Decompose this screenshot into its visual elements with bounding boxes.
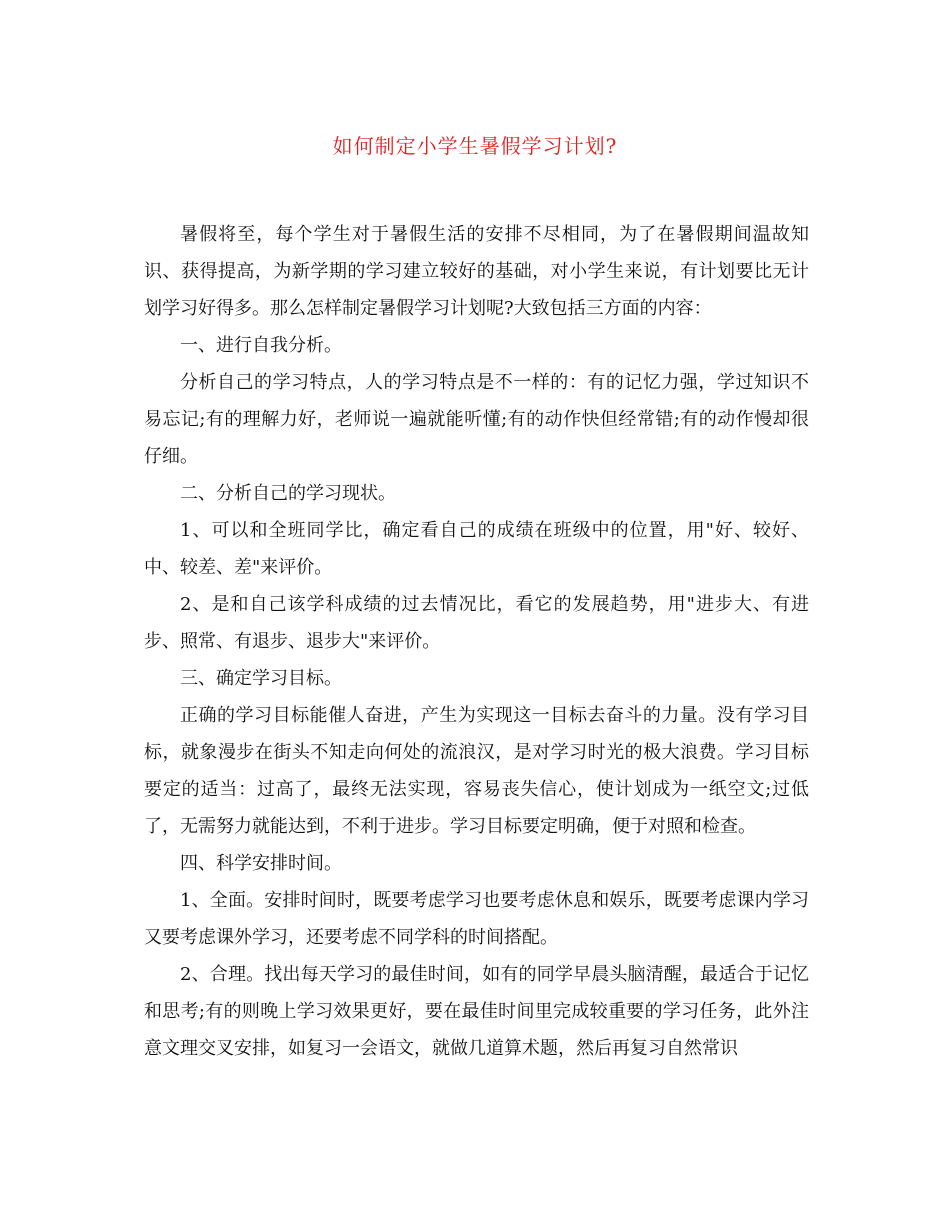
heading-self-analysis: 一、进行自我分析。 xyxy=(180,335,342,356)
heading-current-status: 二、分析自己的学习现状。 xyxy=(180,483,396,504)
paragraph-learning-traits: 分析自己的学习特点，人的学习特点是不一样的：有的记忆力强，学过知识不易忘记;有的理解力好，老师说一遍就能听懂;有的动作快但经常错;有的动作慢却很仔细。 xyxy=(144,372,809,467)
heading-set-goals: 三、确定学习目标。 xyxy=(180,668,342,689)
paragraph-intro: 暑假将至，每个学生对于暑假生活的安排不尽相同，为了在暑假期间温故知识、获得提高，为新学期的学习建立较好的基础，对小学生来说，有计划要比无计划学习好得多。那么怎样制定暑假学习计划呢?大致包括三方面的内容： xyxy=(144,224,809,319)
document-title: 如何制定小学生暑假学习计划? xyxy=(332,134,618,158)
paragraph-comprehensive: 1、全面。安排时间时，既要考虑学习也要考虑休息和娱乐，既要考虑课内学习又要考虑课外学习，还要考虑不同学科的时间搭配。 xyxy=(144,890,809,948)
paragraph-goals: 正确的学习目标能催人奋进，产生为实现这一目标去奋斗的力量。没有学习目标，就象漫步在街头不知走向何处的流浪汉，是对学习时光的极大浪费。学习目标要定的适当：过高了，最终无法实现，容易丧失信心，使计划成为一纸空文;过低了，无需努力就能达到，不利于进步。学习目标要定明确，便于对照和检查。 xyxy=(144,705,809,837)
paragraph-compare-self: 2、是和自己该学科成绩的过去情况比，看它的发展趋势，用"进步大、有进步、照常、有退步、退步大"来评价。 xyxy=(144,594,809,652)
document-body xyxy=(144,216,809,1067)
paragraph-compare-class: 1、可以和全班同学比，确定看自己的成绩在班级中的位置，用"好、较好、中、较差、差"来评价。 xyxy=(144,520,809,578)
heading-schedule-time: 四、科学安排时间。 xyxy=(180,853,342,874)
paragraph-reasonable: 2、合理。找出每天学习的最佳时间，如有的同学早晨头脑清醒，最适合于记忆和思考;有的则晚上学习效果更好，要在最佳时间里完成较重要的学习任务，此外注意文理交叉安排，如复习一会语文，就做几道算术题，然后再复习自然常识 xyxy=(144,964,809,1059)
